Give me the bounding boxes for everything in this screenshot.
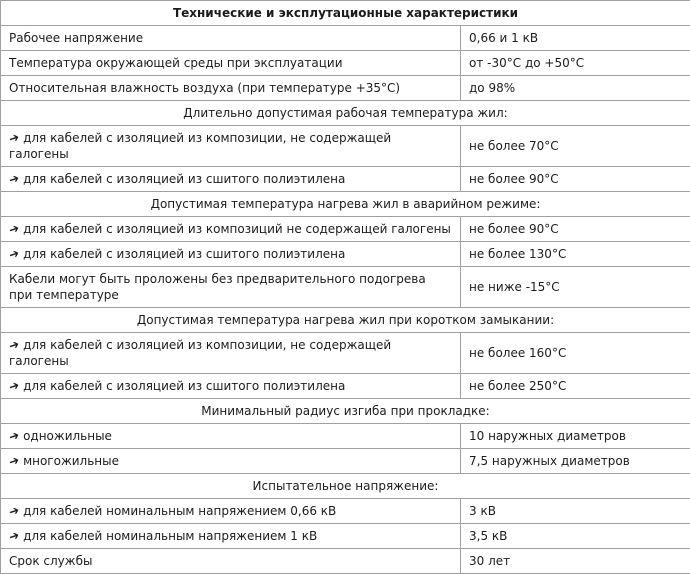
value-cell: не более 90°С [461, 217, 690, 242]
table-row [1, 167, 690, 192]
table-row [1, 374, 690, 399]
section-row [1, 474, 690, 499]
section-row [1, 399, 690, 424]
section-label: Длительно допустимая рабочая температура жил: [1, 101, 690, 126]
param-cell: ➔ для кабелей с изоляцией из сшитого полиэтилена [1, 167, 461, 192]
table-row [1, 51, 690, 76]
value-cell: не более 130°С [461, 242, 690, 267]
arrow-right-icon: ➔ [7, 429, 20, 444]
table-row [1, 499, 690, 524]
param-cell: ➔ для кабелей с изоляцией из композиции, не содержащей галогены [1, 126, 461, 167]
section-row [1, 101, 690, 126]
section-label: Допустимая температура нагрева жил в аварийном режиме: [1, 192, 690, 217]
value-cell: не ниже -15°С [461, 267, 690, 308]
value-cell: 7,5 наружных диаметров [461, 449, 690, 474]
arrow-right-icon: ➔ [7, 247, 20, 262]
section-label: Испытательное напряжение: [1, 474, 690, 499]
arrow-right-icon: ➔ [7, 379, 20, 394]
value-cell: 0,66 и 1 кВ [461, 26, 690, 51]
table-row [1, 549, 690, 574]
param-cell: ➔ для кабелей с изоляцией из композиции, не содержащей галогены [1, 333, 461, 374]
table-row [1, 524, 690, 549]
section-row [1, 308, 690, 333]
table-row [1, 26, 690, 51]
param-cell: Температура окружающей среды при эксплуатации [1, 51, 461, 76]
value-cell: не более 250°С [461, 374, 690, 399]
table-row [1, 76, 690, 101]
arrow-right-icon: ➔ [7, 338, 20, 353]
param-cell: ➔ для кабелей номинальным напряжением 1 кВ [1, 524, 461, 549]
arrow-right-icon: ➔ [7, 529, 20, 544]
param-cell: Рабочее напряжение [1, 26, 461, 51]
section-label: Допустимая температура нагрева жил при коротком замыкании: [1, 308, 690, 333]
param-cell: ➔ для кабелей номинальным напряжением 0,66 кВ [1, 499, 461, 524]
section-label: Минимальный радиус изгиба при прокладке: [1, 399, 690, 424]
table-row [1, 217, 690, 242]
value-cell: 30 лет [461, 549, 690, 574]
table-row [1, 242, 690, 267]
arrow-right-icon: ➔ [7, 504, 20, 519]
value-cell: до 98% [461, 76, 690, 101]
param-cell: Относительная влажность воздуха (при температуре +35°С) [1, 76, 461, 101]
page-title: Технические и эксплутационные характеристики [1, 1, 690, 26]
param-cell: ➔ многожильные [1, 449, 461, 474]
arrow-right-icon: ➔ [7, 222, 20, 237]
param-cell: Срок службы [1, 549, 461, 574]
param-cell: ➔ для кабелей с изоляцией из композиций не содержащей галогены [1, 217, 461, 242]
arrow-right-icon: ➔ [7, 172, 20, 187]
value-cell: от -30°С до +50°С [461, 51, 690, 76]
value-cell: 10 наружных диаметров [461, 424, 690, 449]
value-cell: не более 160°С [461, 333, 690, 374]
table-row [1, 333, 690, 374]
arrow-right-icon: ➔ [7, 131, 20, 146]
table-row [1, 449, 690, 474]
table-row [1, 267, 690, 308]
section-row [1, 192, 690, 217]
table-title-row [1, 1, 690, 26]
table-row [1, 424, 690, 449]
value-cell: не более 70°С [461, 126, 690, 167]
value-cell: не более 90°С [461, 167, 690, 192]
param-cell: ➔ одножильные [1, 424, 461, 449]
arrow-right-icon: ➔ [7, 454, 20, 469]
param-cell: ➔ для кабелей с изоляцией из сшитого полиэтилена [1, 374, 461, 399]
value-cell: 3,5 кВ [461, 524, 690, 549]
specs-rows [1, 1, 690, 574]
value-cell: 3 кВ [461, 499, 690, 524]
table-row [1, 126, 690, 167]
param-cell: Кабели могут быть проложены без предварительного подогрева при температуре [1, 267, 461, 308]
param-cell: ➔ для кабелей с изоляцией из сшитого полиэтилена [1, 242, 461, 267]
